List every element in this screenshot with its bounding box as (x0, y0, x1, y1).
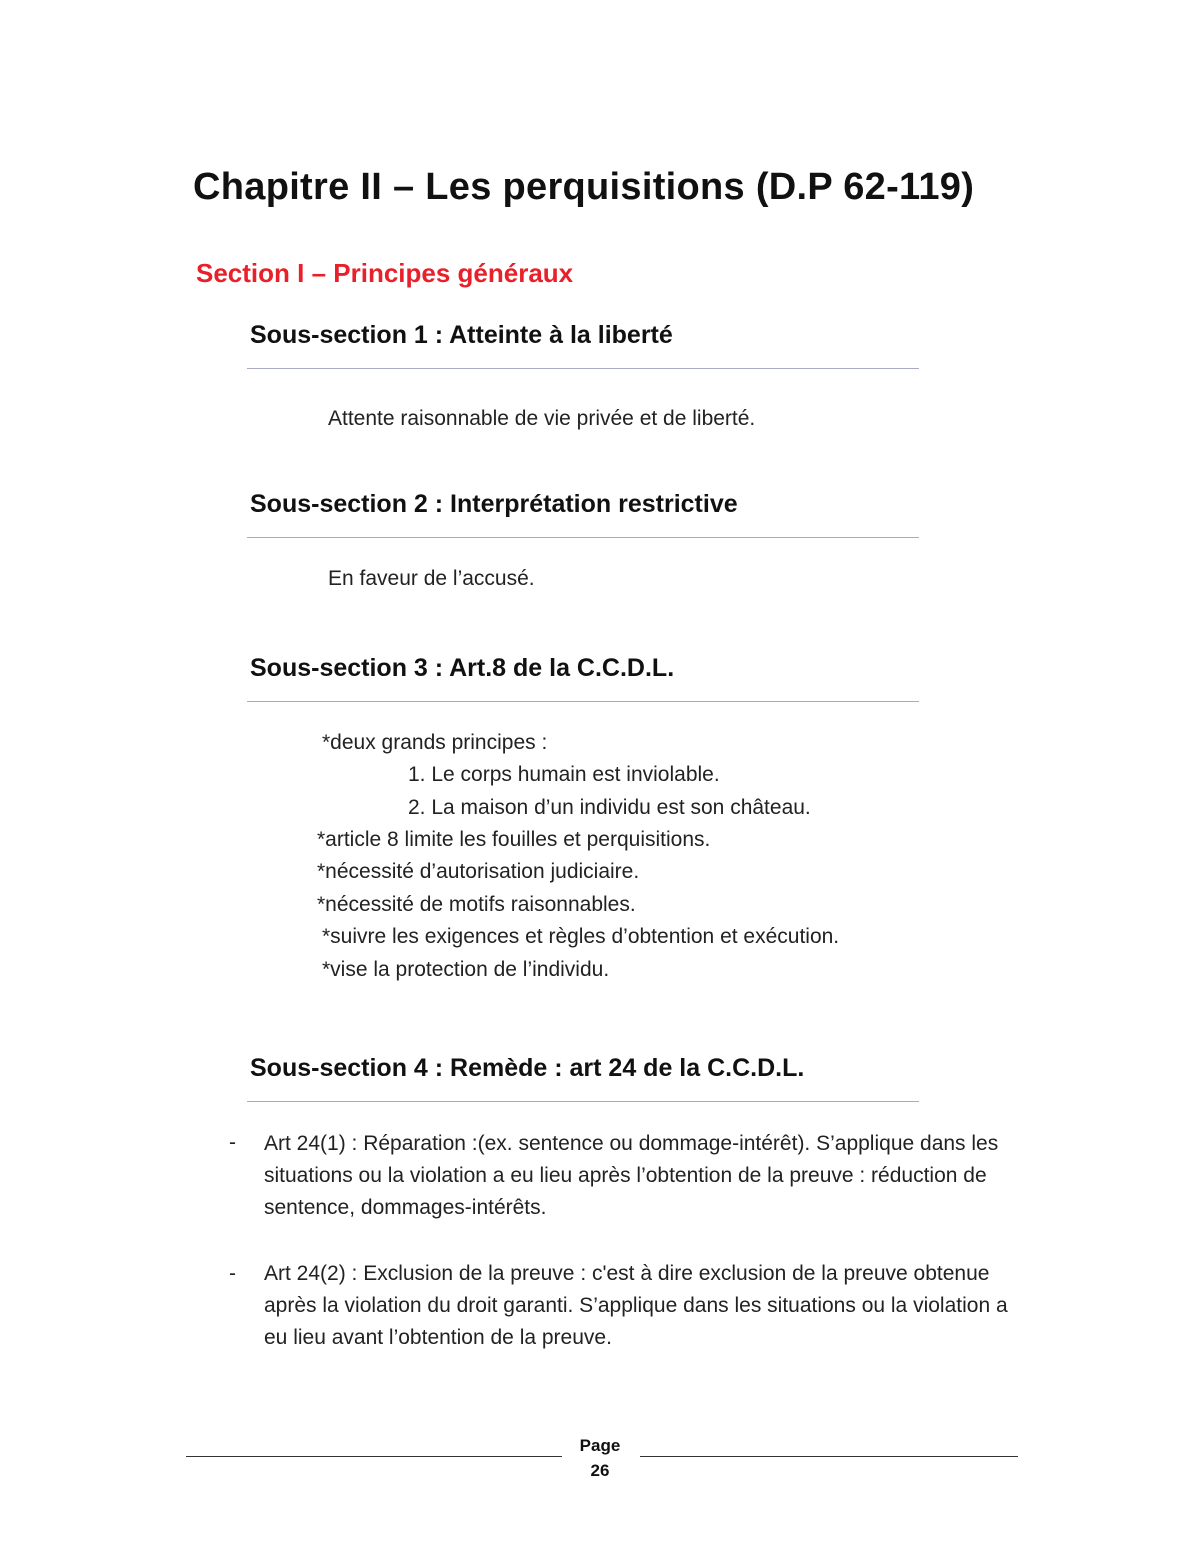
remedy-art-24-1: Art 24(1) : Réparation :(ex. sentence ou dommage-intérêt). S’applique dans les situations ou la violation a eu lieu après l’obtention de la preuve : réduction de sentence, dommages-intérêts. (264, 1132, 999, 1219)
principles-intro: *deux grands principes : (322, 731, 548, 754)
subsection-2-rule (247, 537, 919, 538)
subsection-4-rule (247, 1101, 919, 1102)
note-article-8: *article 8 limite les fouilles et perquisitions. (317, 828, 711, 851)
remedy-art-24-2: Art 24(2) : Exclusion de la preuve : c'est à dire exclusion de la preuve obtenue après la violation du droit garanti. S’applique dans les situations ou la violation a eu lieu avant l’obtention de la preuve. (264, 1262, 1008, 1349)
note-requirements: *suivre les exigences et règles d’obtention et exécution. (322, 925, 840, 948)
note-judicial-authorization: *nécessité d’autorisation judiciaire. (317, 860, 640, 883)
subsection-1-rule (247, 368, 919, 369)
note-reasonable-grounds: *nécessité de motifs raisonnables. (317, 893, 636, 916)
footer-rule-left (186, 1456, 562, 1457)
footer-page-label: Page (579, 1436, 621, 1455)
subsection-1-text: Attente raisonnable de vie privée et de liberté. (328, 407, 756, 430)
subsection-3-rule (247, 701, 919, 702)
bullet-dash-1: - (229, 1131, 236, 1154)
subsection-3-title: Sous-section 3 : Art.8 de la C.C.D.L. (250, 654, 675, 682)
subsection-2-title: Sous-section 2 : Interprétation restrictive (250, 490, 738, 518)
principle-item-1: 1. Le corps humain est inviolable. (408, 763, 720, 786)
footer-rule-right (640, 1456, 1018, 1457)
note-protection: *vise la protection de l’individu. (322, 958, 610, 981)
subsection-2-text: En faveur de l’accusé. (328, 567, 535, 590)
footer-page-number: 26 (590, 1461, 610, 1480)
subsection-1-title: Sous-section 1 : Atteinte à la liberté (250, 321, 673, 349)
subsection-4-title: Sous-section 4 : Remède : art 24 de la C.C.D.L. (250, 1054, 805, 1082)
principle-item-2: 2. La maison d’un individu est son château. (408, 796, 811, 819)
bullet-dash-2: - (229, 1262, 236, 1285)
chapter-title: Chapitre II – Les perquisitions (D.P 62-119) (193, 166, 975, 208)
section-title: Section I – Principes généraux (196, 258, 574, 288)
